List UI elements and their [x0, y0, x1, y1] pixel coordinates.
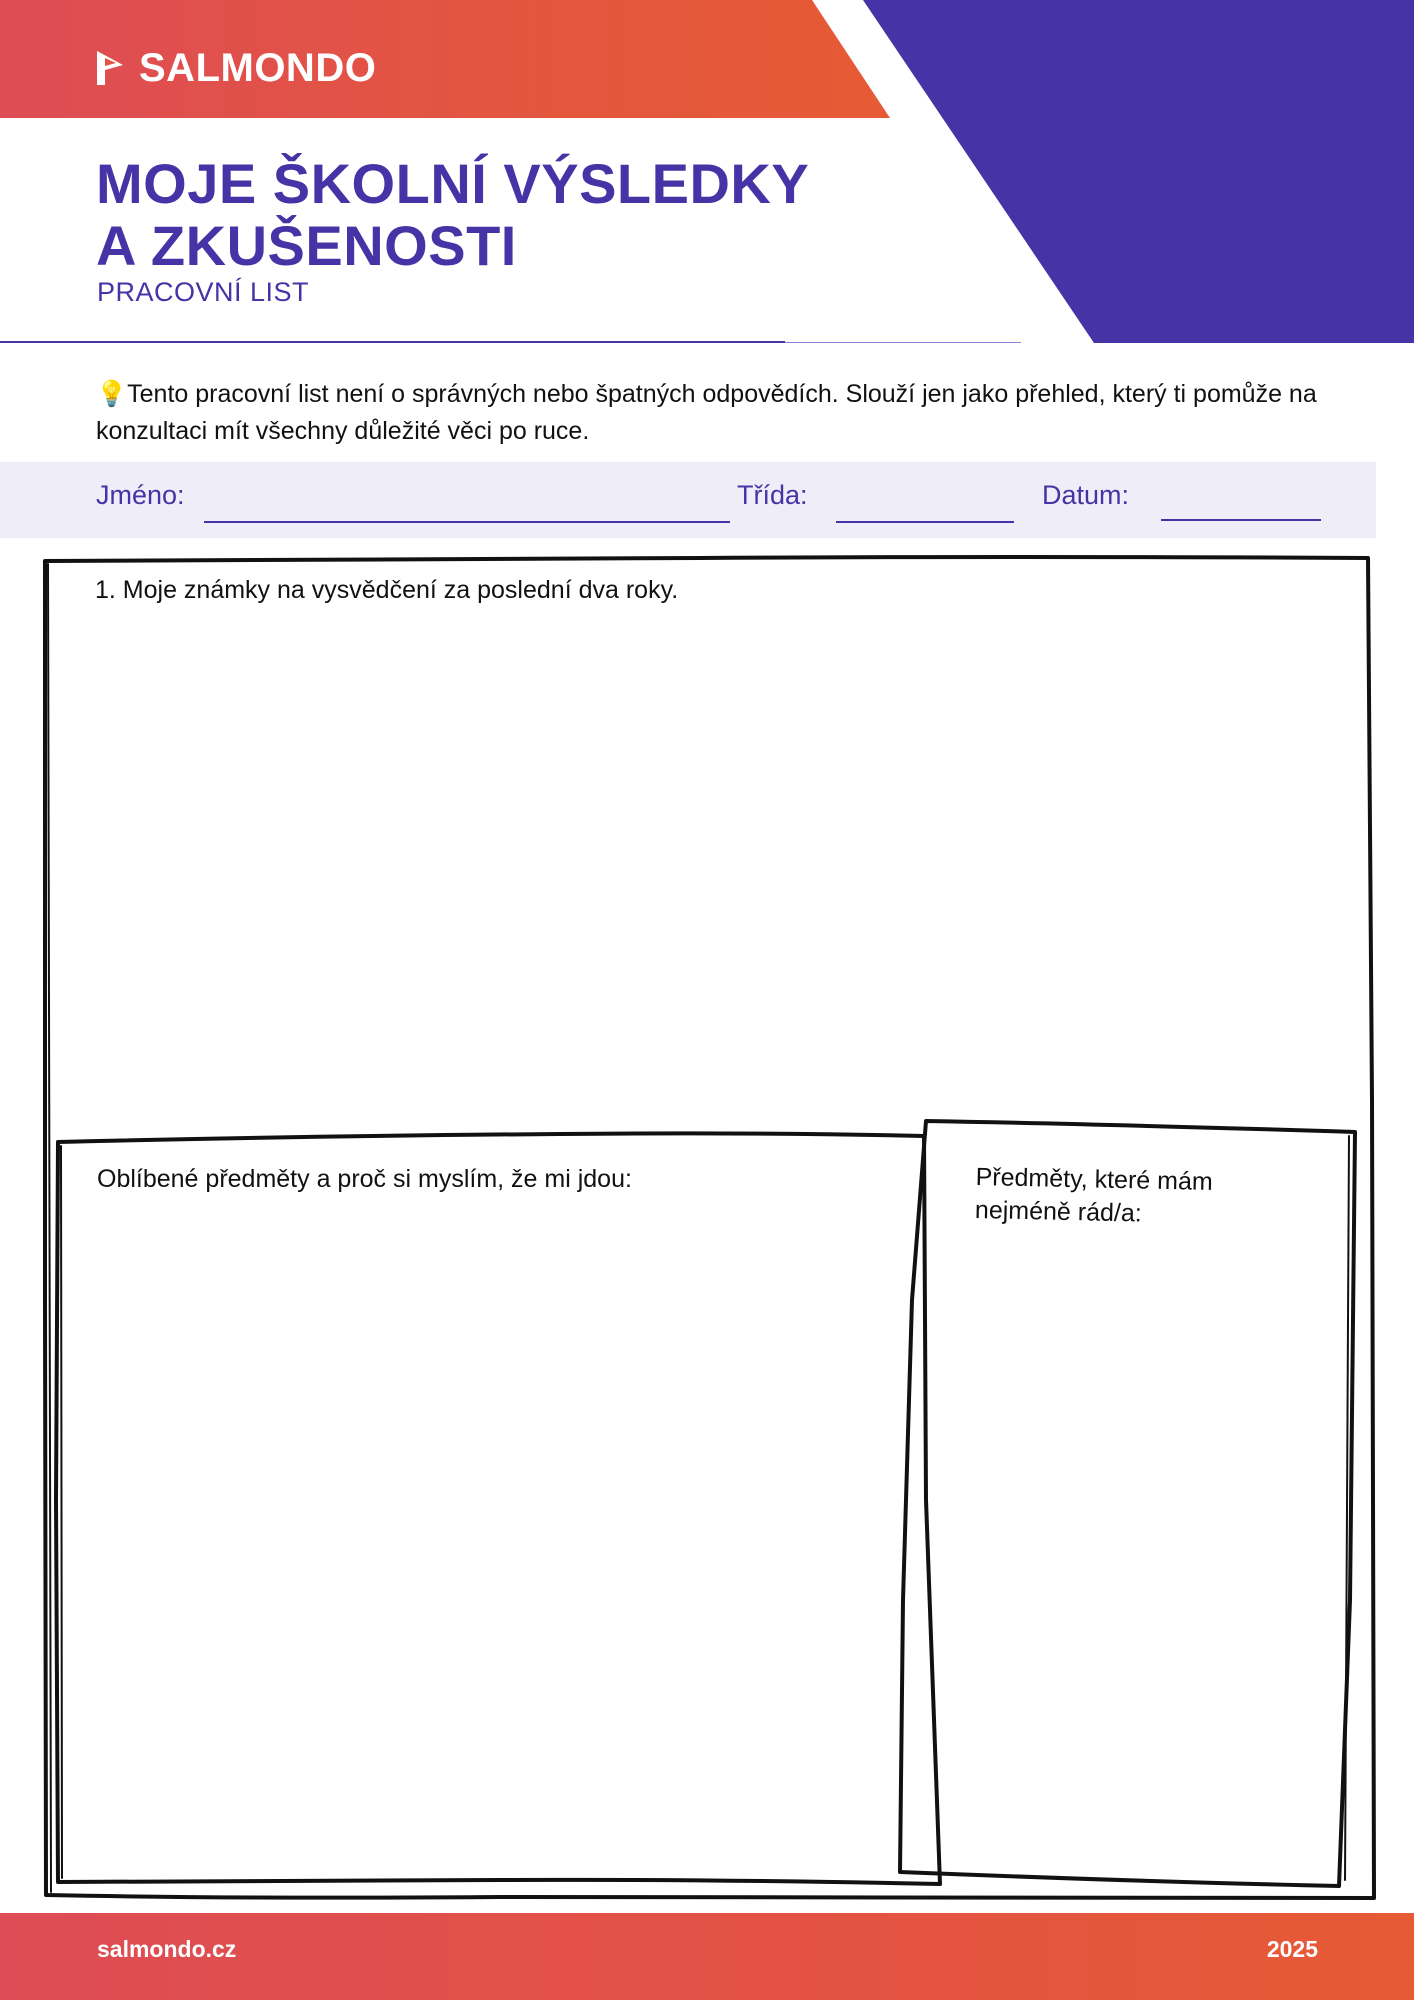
title-line-1: MOJE ŠKOLNÍ VÝSLEDKY — [96, 152, 810, 215]
least-liked-subjects-box — [900, 1121, 1355, 1886]
footer-year: 2025 — [1266, 1936, 1318, 1962]
favorite-subjects-box — [56, 1133, 940, 1884]
footer-website-link[interactable]: salmondo.cz — [97, 1936, 237, 1962]
title-line-2: A ZKUŠENOSTI — [96, 214, 517, 277]
brand-name: SALMONDO — [139, 45, 377, 90]
intro-text: Tento pracovní list není o správných nebo špatných odpovědích. Slouží jen jako přehled, který ti pomůže na konzultaci mít všechny důležité věci po ruce. — [96, 380, 1317, 445]
page-subtitle: PRACOVNÍ LIST — [97, 277, 310, 307]
least-liked-line-2: nejméně rád/a: — [974, 1195, 1143, 1228]
lightbulb-icon: 💡 — [96, 380, 128, 408]
favorite-subjects-question: Oblíbené předměty a proč si myslím, že mi jdou: — [97, 1165, 632, 1193]
least-liked-subjects-question — [975, 1161, 1346, 1235]
grades-question: 1. Moje známky na vysvědčení za poslední dva roky. — [95, 576, 679, 604]
class-label: Třída: — [737, 480, 808, 510]
name-label: Jméno: — [96, 480, 185, 510]
least-liked-line-1: Předměty, které mám — [975, 1162, 1214, 1196]
date-label: Datum: — [1042, 480, 1130, 510]
